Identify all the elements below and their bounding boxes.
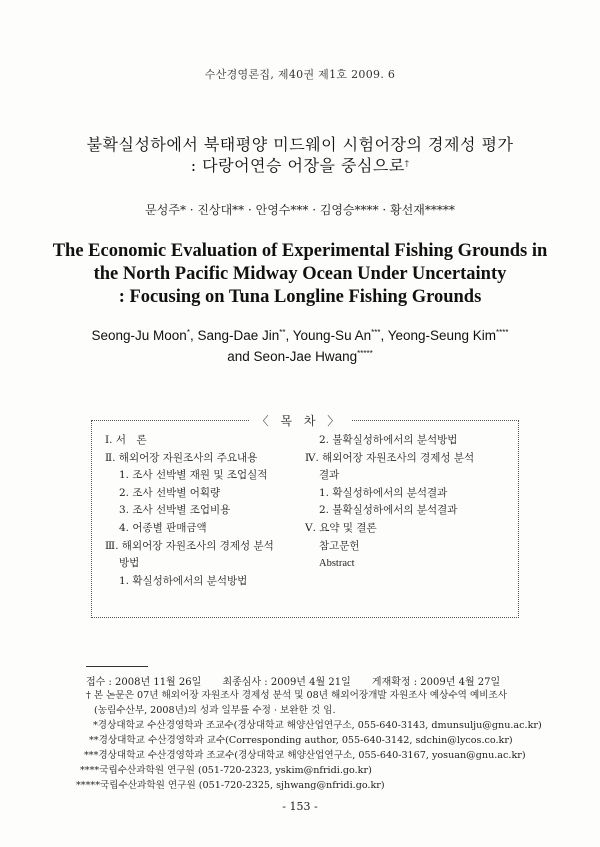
- footnote-author4: ****국립수산과학원 연구원 (051-720-2323, yskim@nfridi.go.kr): [80, 765, 372, 776]
- toc-item: 3. 조사 선박별 조업비용: [119, 504, 231, 517]
- toc-item: 4. 어종별 판매금액: [119, 521, 207, 534]
- title-korean-line2: : 다랑어연승 어장을 중심으로†: [190, 156, 410, 175]
- footnote-funding: † 본 논문은 07년 해외어장 자원조사 경제성 분석 및 08년 해외어장개발 자원조사 예상수역 예비조사: [86, 690, 508, 701]
- authors-english-line1: Seong-Ju Moon*, Sang-Dae Jin**, Young-Su An***, Yeong-Seung Kim****: [91, 328, 509, 343]
- title-english-line3: : Focusing on Tuna Longline Fishing Grounds: [118, 287, 482, 307]
- submission-dates: [86, 673, 518, 688]
- title-english-line1: The Economic Evaluation of Experimental Fishing Grounds in: [52, 241, 548, 261]
- toc-right-column: [305, 432, 505, 573]
- toc-item: Ⅰ. 서 론: [105, 434, 147, 446]
- date-received: 접수 : 2008년 11월 26일: [86, 677, 202, 688]
- journal-header: 수산경영론집, 제40권 제1호 2009. 6: [204, 68, 396, 81]
- toc-item: 1. 확실성하에서의 분석결과: [319, 486, 448, 499]
- footnote-author1: *경상대학교 수산경영학과 조교수(경상대학교 해양산업연구소, 055-640-3143, dmunsulju@gnu.ac.kr): [93, 720, 542, 731]
- title-dagger-mark: †: [404, 159, 410, 168]
- title-english-line2: the North Pacific Midway Ocean Under Uncertainty: [93, 264, 507, 284]
- toc-left-column: [105, 432, 305, 590]
- toc-item: Ⅴ. 요약 및 결론: [305, 521, 377, 534]
- footnote-funding-cont: (농림수산부, 2008년)의 성과 일부를 수정 · 보완한 것 임.: [94, 705, 336, 716]
- date-final-review: 최종심사 : 2009년 4월 21일: [222, 677, 351, 688]
- toc-title: 〈 목 차 〉: [0, 410, 600, 429]
- date-accepted: 게재확정 : 2009년 4월 27일: [371, 677, 501, 688]
- footnote-author5: *****국립수산과학원 연구원 (051-720-2325, sjhwang@nfridi.go.kr): [76, 780, 385, 791]
- toc-item: 1. 확실성하에서의 분석방법: [119, 574, 248, 587]
- toc-item: 참고문헌: [319, 539, 360, 552]
- title-korean-line1: 불확실성하에서 북태평양 미드웨이 시험어장의 경제성 평가: [86, 135, 514, 154]
- footnote-author2: **경상대학교 수산경영학과 교수(Corresponding author, 055-640-3142, sdchin@lycos.co.kr): [89, 735, 513, 746]
- toc-item: 1. 조사 선박별 재원 및 조업실적: [119, 469, 268, 482]
- toc-item: 결과: [319, 469, 340, 482]
- toc-item: 2. 조사 선박별 어획량: [119, 486, 221, 499]
- toc-item: Ⅱ. 해외어장 자원조사의 주요내용: [105, 451, 258, 464]
- authors-korean: 문성주* · 진상대** · 안영수*** · 김영승**** · 황선재*****: [145, 203, 455, 217]
- toc-item: Ⅲ. 해외어장 자원조사의 경제성 분석: [105, 539, 274, 552]
- toc-item: Abstract: [319, 558, 355, 570]
- footnote-rule: [86, 666, 148, 667]
- authors-english-line2: and Seon-Jae Hwang*****: [227, 349, 373, 364]
- toc-item: Ⅳ. 해외어장 자원조사의 경제성 분석: [305, 451, 475, 464]
- page-number: - 153 -: [282, 800, 318, 813]
- footnote-author3: ***경상대학교 수산경영학과 조교수(경상대학교 해양산업연구소, 055-640-3167, yosuan@gnu.ac.kr): [84, 750, 526, 761]
- toc-item: 2. 불확실성하에서의 분석방법: [319, 434, 458, 446]
- toc-item: 2. 불확실성하에서의 분석결과: [319, 504, 458, 517]
- toc-item: 방법: [119, 557, 140, 570]
